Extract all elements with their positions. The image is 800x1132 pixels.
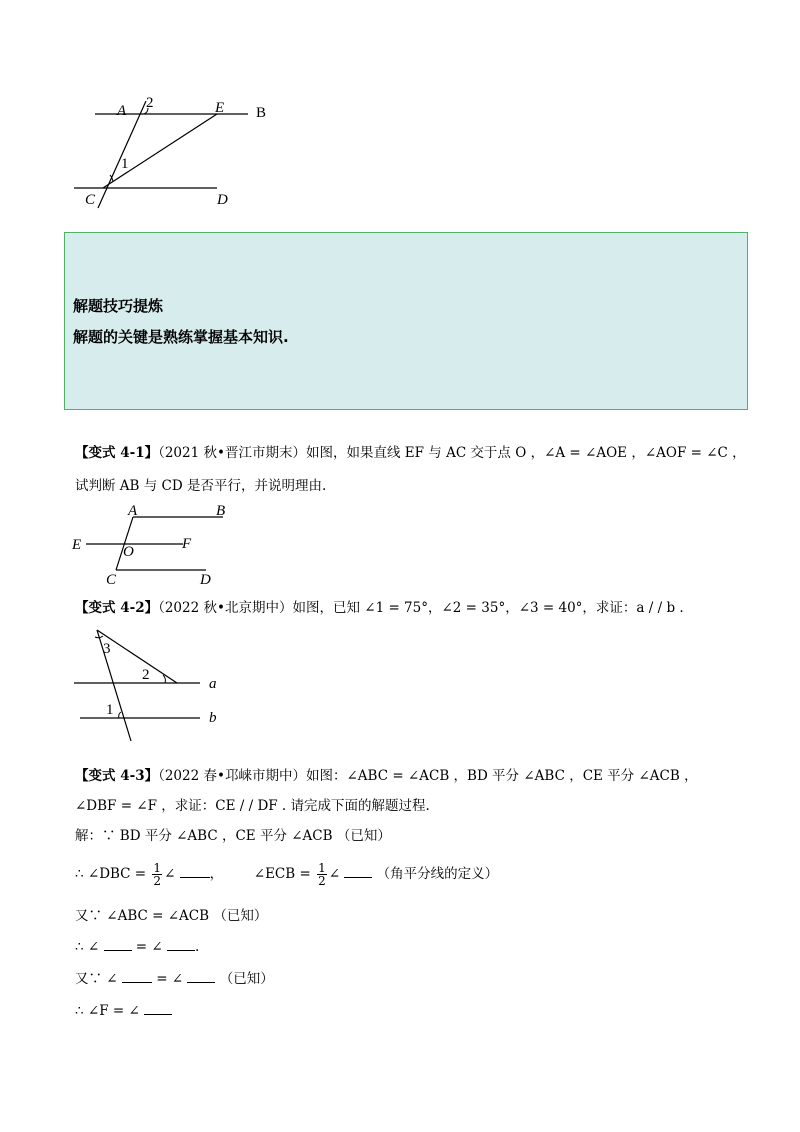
equals-angle: = ∠ <box>135 939 163 955</box>
solution-line-3: 又∵ ∠ABC = ∠ACB （已知） <box>75 908 268 924</box>
therefore-angle: ∴ ∠ <box>75 939 100 955</box>
label-a: a <box>209 676 217 692</box>
exercise-tag: 【变式 4-2】 <box>75 600 159 616</box>
exercise-text: 如图，如果直线 EF 与 AC 交于点 O ，∠A = ∠AOE ，∠AOF = ∠C ， <box>305 445 746 461</box>
numerator: 1 <box>153 861 162 875</box>
equals-angle: = ∠ <box>156 971 184 987</box>
exercise-text: 如图：∠ABC = ∠ACB ，BD 平分 ∠ABC ，CE 平分 ∠ACB ， <box>305 768 698 784</box>
fraction-half <box>152 862 162 887</box>
answer-blank-6[interactable] <box>187 968 215 983</box>
exercise-4-1-line1 <box>75 443 746 463</box>
solution-line-5 <box>75 968 274 989</box>
answer-blank-5[interactable] <box>122 968 152 983</box>
exercise-source: （2021 秋•晋江市期末） <box>158 445 306 461</box>
exercise-4-3-line1 <box>75 766 698 786</box>
exercise-source: （2022 秋•北京期中） <box>158 600 293 616</box>
exercise-4-1-line2: 试判断 AB 与 CD 是否平行，并说明理由. <box>75 478 327 494</box>
angle-2-arc <box>163 675 165 683</box>
comma: ， <box>209 866 224 882</box>
solution-line-4 <box>75 936 199 957</box>
reason: （角平分线的定义） <box>376 866 499 882</box>
angle-sign: ∠ <box>328 866 341 882</box>
denominator: 2 <box>318 874 326 888</box>
label-b: b <box>209 710 217 726</box>
label-b: B <box>256 105 267 121</box>
solution-line-6 <box>75 1000 172 1021</box>
exercise-source: （2022 春•邛崃市期中） <box>158 768 306 784</box>
answer-blank-1[interactable] <box>180 863 210 878</box>
period: . <box>195 939 200 955</box>
answer-blank-4[interactable] <box>167 936 195 951</box>
fraction-half <box>317 862 327 887</box>
exercise-4-3-line2: ∠DBF = ∠F ，求证：CE / / DF . 请完成下面的解题过程. <box>75 798 430 814</box>
label-e: E <box>72 537 82 553</box>
line-ce <box>103 114 217 188</box>
tip-box <box>64 232 748 410</box>
exercise-tag: 【变式 4-3】 <box>75 768 159 784</box>
figure-3 <box>70 625 230 745</box>
therefore-f: ∴ ∠F = ∠ <box>75 1003 140 1019</box>
label-e: E <box>215 100 225 116</box>
label-2: 2 <box>146 95 154 111</box>
solution-line-2 <box>75 862 498 887</box>
solution-line-1: 解：∵ BD 平分 ∠ABC ，CE 平分 ∠ACB （已知） <box>75 828 391 844</box>
label-1: 1 <box>121 156 129 172</box>
answer-blank-2[interactable] <box>344 863 372 878</box>
exercise-tag: 【变式 4-1】 <box>75 445 159 461</box>
ecb-label: ∠ECB = <box>253 866 311 882</box>
label-b: B <box>216 503 226 519</box>
numerator: 1 <box>318 861 326 875</box>
because-angle: 又∵ ∠ <box>75 971 118 987</box>
dbc-label: ∴ ∠DBC = <box>75 866 147 882</box>
tip-text: 解题的关键是熟练掌握基本知识. <box>73 328 289 346</box>
answer-blank-3[interactable] <box>104 936 132 951</box>
label-2: 2 <box>142 667 150 683</box>
label-d: D <box>217 192 228 208</box>
label-f: F <box>182 536 192 552</box>
denominator: 2 <box>153 874 162 888</box>
angle-sign: ∠ <box>164 866 176 882</box>
tip-title: 解题技巧提炼 <box>73 297 164 315</box>
angle-1-arc <box>119 712 121 718</box>
figure-1 <box>60 90 290 215</box>
label-a: A <box>128 503 138 519</box>
label-3: 3 <box>103 641 111 657</box>
exercise-4-2 <box>75 598 684 618</box>
label-1: 1 <box>106 702 114 718</box>
figure-2 <box>68 500 238 590</box>
label-d: D <box>200 572 211 588</box>
label-o: O <box>123 544 134 560</box>
label-a: A <box>117 103 127 119</box>
label-c: C <box>106 572 117 588</box>
label-c: C <box>85 192 96 208</box>
answer-blank-7[interactable] <box>144 1000 172 1015</box>
exercise-text: 如图，已知 ∠1 = 75°，∠2 = 35°，∠3 = 40°，求证：a / / b . <box>292 600 684 616</box>
reason: （已知） <box>219 971 274 987</box>
